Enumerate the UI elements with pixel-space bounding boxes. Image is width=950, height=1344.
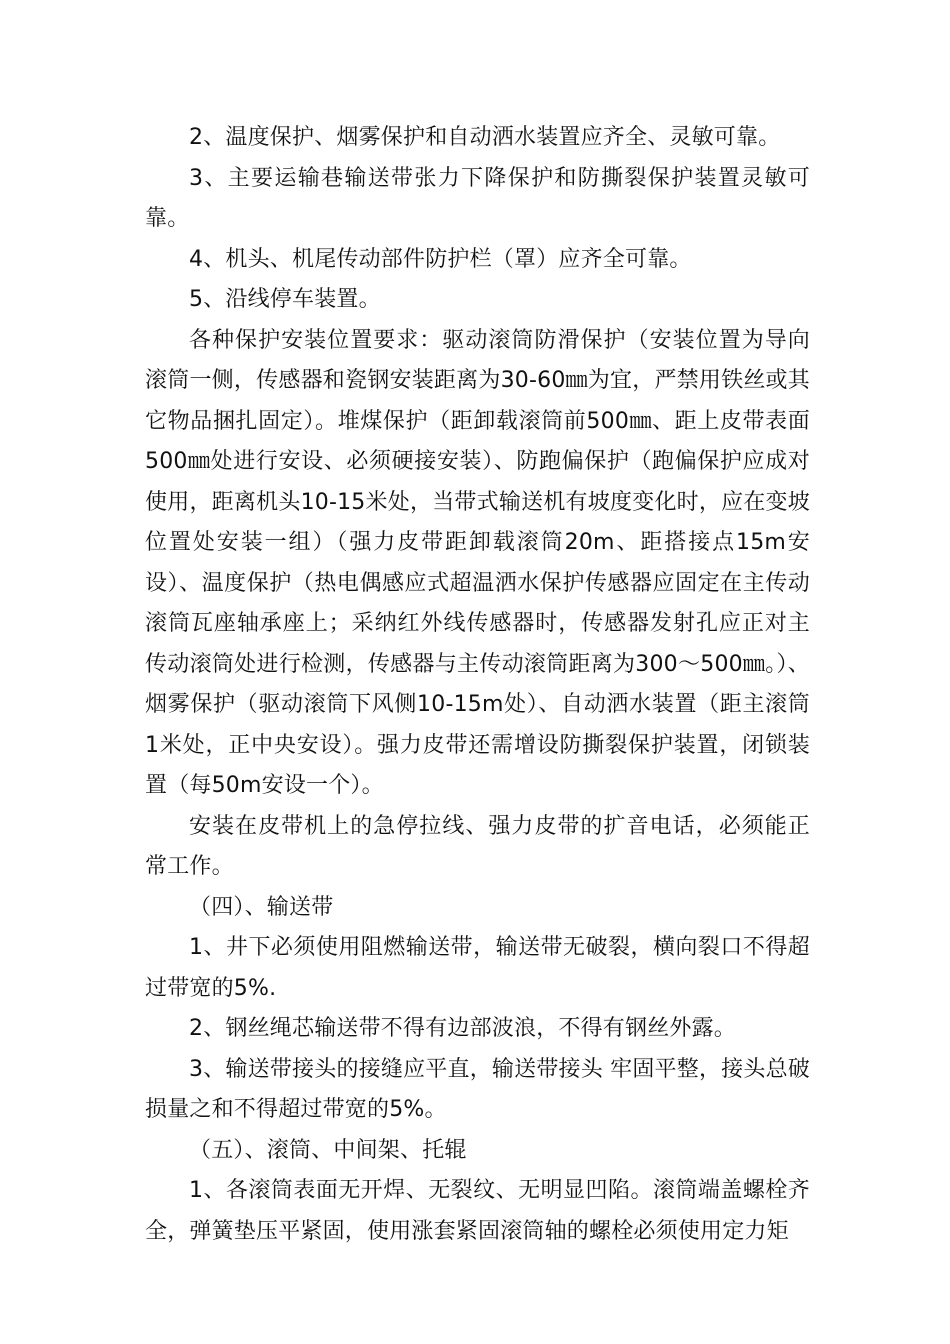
paragraph-steel-cord-belt: 2、钢丝绳芯输送带不得有边部波浪，不得有钢丝外露。: [189, 1016, 736, 1041]
paragraph-temperature-smoke-sprinkler: 2、温度保护、烟雾保护和自动洒水装置应齐全、灵敏可靠。: [189, 125, 781, 150]
document-page: [145, 118, 810, 1252]
paragraph-belt-joint: 3、输送带接头的接缝应平直，输送带接头 牢固平整，接头总破损量之和不得超过带宽的5%。: [145, 1056, 810, 1122]
section-heading-conveyor-belt: （四）、输送带: [189, 894, 334, 920]
paragraph-stop-device: 5、沿线停车装置。: [189, 287, 381, 312]
paragraph-guard-rails: 4、机头、机尾传动部件防护栏（罩）应齐全可靠。: [189, 246, 692, 272]
paragraph-emergency-stop: 安装在皮带机上的急停拉线、强力皮带的扩音电话，必须能正常工作。: [145, 813, 810, 879]
paragraph-tension-tear-protection: 3、主要运输巷输送带张力下降保护和防撕裂保护装置灵敏可靠。: [145, 165, 810, 231]
paragraph-installation-requirements: 各种保护安装位置要求：驱动滚筒防滑保护（安装位置为导向滚筒一侧，传感器和瓷钢安装距离为30-60㎜为宜，严禁用铁丝或其它物品捆扎固定）。堆煤保护（距卸载滚筒前500㎜、距上皮带表面500㎜处进行安设、必须硬接安装）、防跑偏保护（跑偏保护应成对使用，距离机头10-15米处，当带式输送机有坡度变化时，应在变坡位置处安装一组）（强力皮带距卸载滚筒20m、距搭接点15m安设）、温度保护（热电偶感应式超温洒水保护传感器应固定在主传动滚筒瓦座轴承座上；采纳红外线传感器时，传感器发射孔应正对主传动滚筒处进行检测，传感器与主传动滚筒距离为300～500㎜。）、烟雾保护（驱动滚筒下风侧10-15m处）、自动洒水装置（距主滚筒1米处，正中央安设）。强力皮带还需增设防撕裂保护装置，闭锁装置（每50m安设一个）。: [145, 327, 810, 798]
section-heading-drums-frames-idlers: （五）、滚筒、中间架、托辊: [189, 1137, 467, 1163]
paragraph-drum-surface: 1、各滚筒表面无开焊、无裂纹、无明显凹陷。滚筒端盖螺栓齐全，弹簧垫压平紧固，使用涨套紧固滚筒轴的螺栓必须使用定力矩: [145, 1178, 810, 1244]
paragraph-belt-flame-retardant: 1、井下必须使用阻燃输送带，输送带无破裂，横向裂口不得超过带宽的5%.: [145, 935, 810, 1001]
